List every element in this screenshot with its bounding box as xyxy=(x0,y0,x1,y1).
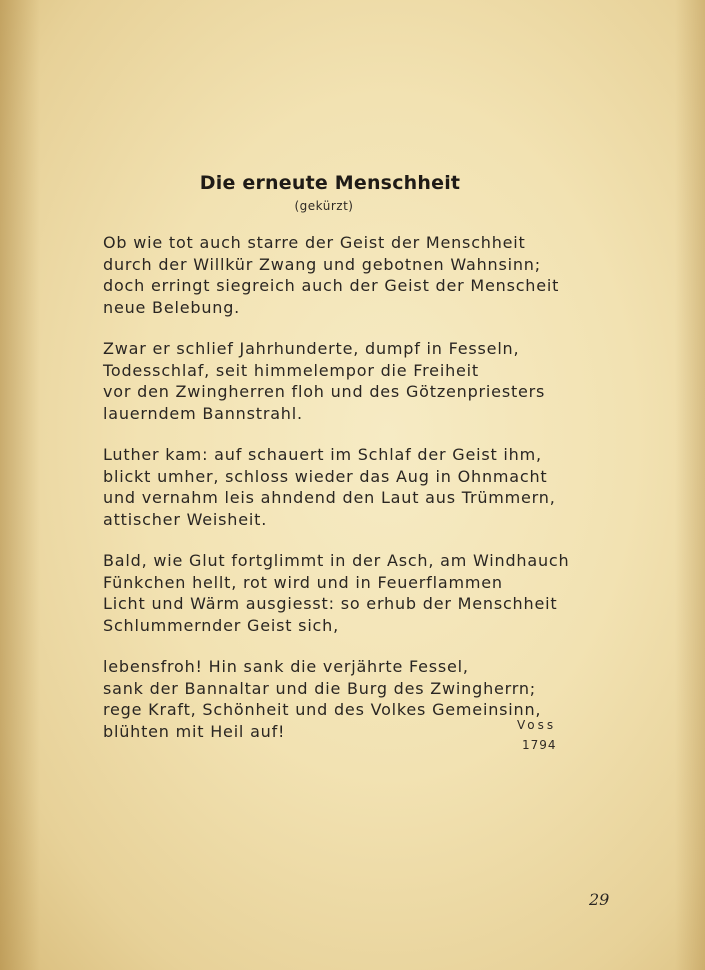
poem-line: lebensfroh! Hin sank die verjährte Fessel, xyxy=(103,657,469,676)
poem-line: Bald, wie Glut fortglimmt in der Asch, am Windhauch xyxy=(103,551,570,570)
poem-line: durch der Willkür Zwang und gebotnen Wahnsinn; xyxy=(103,254,541,274)
poem-line: und vernahm leis ahndend den Laut aus Trümmern, xyxy=(103,488,556,507)
poem-year: 1794 xyxy=(522,738,557,752)
poem-line: Todesschlaf, seit himmelempor die Freiheit xyxy=(103,360,479,380)
poem-line: blickt umher, schloss wieder das Aug in Ohnmacht xyxy=(103,466,548,486)
poem-line: Luther kam: auf schauert im Schlaf der Geist ihm, xyxy=(103,445,542,464)
poem-line: Ob wie tot auch starre der Geist der Menschheit xyxy=(103,233,526,252)
poem-line: lauerndem Bannstrahl. xyxy=(103,403,303,423)
poem-subtitle: (gekürzt) xyxy=(294,199,354,213)
stanza-3 xyxy=(103,444,623,530)
poem-line: Licht und Wärm ausgiesst: so erhub der Menschheit xyxy=(103,594,558,613)
poem-line: sank der Bannaltar und die Burg des Zwingherrn; xyxy=(103,678,536,698)
poem-line: rege Kraft, Schönheit und des Volkes Gemeinsinn, xyxy=(103,700,542,719)
poem-line: Zwar er schlief Jahrhunderte, dumpf in Fesseln, xyxy=(103,339,520,358)
poem-line: neue Belebung. xyxy=(103,297,241,317)
poem-line: Schlummernder Geist sich, xyxy=(103,615,339,635)
poem-author: Voss xyxy=(517,718,557,732)
poem-line: blühten mit Heil auf! xyxy=(103,721,286,741)
poem-line: vor den Zwingherren floh und des Götzenpriesters xyxy=(103,382,546,401)
stanza-2 xyxy=(103,338,623,424)
stanza-1 xyxy=(103,232,623,318)
page-number: 29 xyxy=(589,890,610,909)
poem-body xyxy=(103,232,623,762)
poem-title: Die erneute Menschheit xyxy=(199,172,461,194)
poem-line: attischer Weisheit. xyxy=(103,509,268,529)
poem-line: Fünkchen hellt, rot wird und in Feuerflammen xyxy=(103,572,503,592)
stanza-4 xyxy=(103,550,623,636)
poem-line: doch erringt siegreich auch der Geist der Menscheit xyxy=(103,276,560,295)
